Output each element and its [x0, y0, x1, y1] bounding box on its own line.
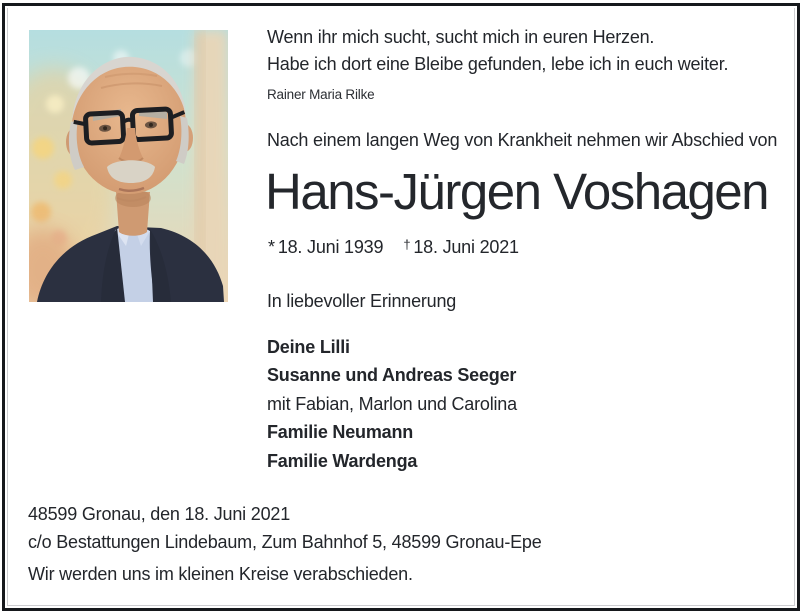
funeral-home-line: c/o Bestattungen Lindebaum, Zum Bahnhof 5, 48599 Gronau-Epe: [28, 532, 542, 552]
memorial-quote: [267, 24, 728, 78]
death-date-text: 18. Juni 2021: [413, 237, 519, 257]
remembrance-line: In liebevoller Erinnerung: [267, 291, 457, 311]
birth-date-text: 18. Juni 1939: [277, 237, 384, 257]
portrait-photo: [29, 30, 228, 302]
mourner-line: Familie Neumann: [267, 422, 414, 443]
portrait-illustration: [29, 30, 228, 302]
quote-line-1: Wenn ihr mich sucht, sucht mich in euren Herzen.: [267, 27, 655, 47]
birth-symbol: *: [268, 237, 275, 257]
closing-line: Wir werden uns im kleinen Kreise verabschieden.: [28, 564, 413, 584]
mourner-line: Susanne und Andreas Seeger: [267, 365, 517, 386]
life-dates: [268, 237, 519, 258]
footer-block: [28, 500, 542, 588]
mourners-list: [267, 333, 517, 475]
mourner-line: Familie Wardenga: [267, 450, 418, 471]
mourner-line: mit Fabian, Marlon und Carolina: [267, 393, 517, 414]
deceased-name: Hans-Jürgen Voshagen: [265, 163, 769, 220]
dagger-symbol: †: [403, 237, 411, 252]
quote-attribution: Rainer Maria Rilke: [267, 87, 375, 102]
birth-date: [268, 237, 383, 257]
mourner-line: Deine Lilli: [267, 337, 350, 357]
death-date: [403, 237, 519, 257]
farewell-intro: Nach einem langen Weg von Krankheit nehmen wir Abschied von: [267, 130, 778, 150]
quote-line-2: Habe ich dort eine Bleibe gefunden, lebe ich in euch weiter.: [267, 54, 729, 74]
place-date-line: 48599 Gronau, den 18. Juni 2021: [28, 504, 291, 524]
